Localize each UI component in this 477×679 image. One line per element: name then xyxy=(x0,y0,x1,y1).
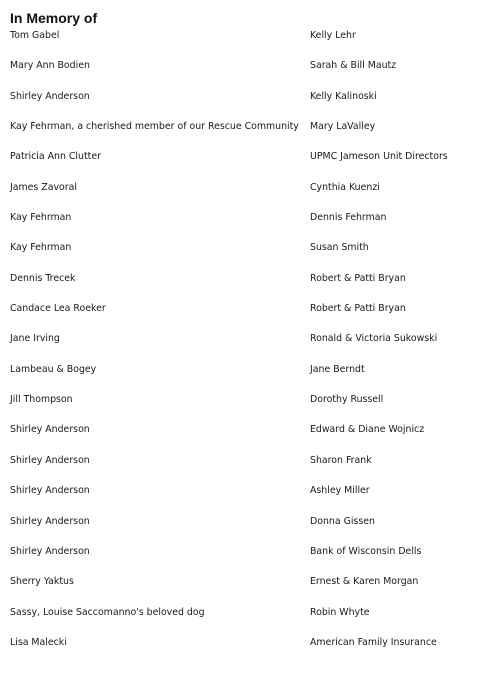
donor-name: Ernest & Karen Morgan xyxy=(310,576,419,588)
honoree-name: Shirley Anderson xyxy=(10,424,90,436)
honoree-name: Jane Irving xyxy=(10,333,60,345)
donor-name: Mary LaValley xyxy=(310,121,376,133)
honoree-name: Shirley Anderson xyxy=(10,545,90,557)
memorial-row xyxy=(10,606,470,636)
memorial-row xyxy=(10,211,470,241)
memorial-row xyxy=(10,363,470,393)
honoree-name: Kay Fehrman xyxy=(10,242,72,254)
honoree-name: Candace Lea Roeker xyxy=(10,303,106,315)
memorial-row xyxy=(10,90,470,120)
donor-name: Sarah & Bill Mautz xyxy=(310,60,397,72)
honoree-name: Sassy, Louise Saccomanno's beloved dog xyxy=(10,606,205,618)
memorial-row xyxy=(10,150,470,180)
donor-name: Dennis Fehrman xyxy=(310,212,387,224)
memorial-row xyxy=(10,393,470,423)
memorial-row xyxy=(10,29,470,59)
memorial-row xyxy=(10,332,470,362)
donor-name: Edward & Diane Wojnicz xyxy=(310,424,425,436)
memorial-table xyxy=(10,29,470,666)
honoree-name: Tom Gabel xyxy=(10,30,60,41)
memorial-row xyxy=(10,181,470,211)
donor-name: Kelly Kalinoski xyxy=(310,90,377,102)
honoree-name: Shirley Anderson xyxy=(10,90,90,102)
donor-name: American Family Insurance xyxy=(310,636,437,648)
donor-name: UPMC Jameson Unit Directors xyxy=(310,151,448,163)
honoree-name: Jill Thompson xyxy=(10,394,73,406)
memorial-row xyxy=(10,241,470,271)
honoree-name: James Zavoral xyxy=(10,181,77,193)
honoree-name: Kay Fehrman, a cherished member of our Rescue Community xyxy=(10,121,299,133)
memorial-row xyxy=(10,59,470,89)
donor-name: Ashley Miller xyxy=(310,485,370,497)
donor-name: Susan Smith xyxy=(310,242,369,254)
honoree-name: Shirley Anderson xyxy=(10,485,90,497)
donor-name: Cynthia Kuenzi xyxy=(310,181,380,193)
honoree-name: Mary Ann Bodien xyxy=(10,60,90,72)
memorial-row xyxy=(10,545,470,575)
donor-name: Robert & Patti Bryan xyxy=(310,272,406,284)
donor-name: Bank of Wisconsin Dells xyxy=(310,545,422,557)
memorial-row xyxy=(10,423,470,453)
memorial-row xyxy=(10,636,470,666)
honoree-name: Patricia Ann Clutter xyxy=(10,151,101,163)
page-heading: In Memory of xyxy=(10,10,98,26)
memorial-row xyxy=(10,515,470,545)
donor-name: Kelly Lehr xyxy=(310,30,356,41)
memorial-row xyxy=(10,120,470,150)
honoree-name: Shirley Anderson xyxy=(10,454,90,466)
memorial-row xyxy=(10,302,470,332)
donor-name: Robert & Patti Bryan xyxy=(310,303,406,315)
donor-name: Ronald & Victoria Sukowski xyxy=(310,333,438,345)
memorial-row xyxy=(10,575,470,605)
honoree-name: Lisa Malecki xyxy=(10,636,67,648)
honoree-name: Dennis Trecek xyxy=(10,272,76,284)
honoree-name: Lambeau & Bogey xyxy=(10,363,97,375)
donor-name: Jane Berndt xyxy=(310,363,365,375)
donor-name: Donna Gissen xyxy=(310,515,375,527)
honoree-name: Sherry Yaktus xyxy=(10,576,74,588)
donor-name: Robin Whyte xyxy=(310,606,370,618)
honoree-name: Shirley Anderson xyxy=(10,515,90,527)
memorial-row xyxy=(10,272,470,302)
donor-name: Dorothy Russell xyxy=(310,394,384,406)
donor-name: Sharon Frank xyxy=(310,454,372,466)
memorial-row xyxy=(10,454,470,484)
memorial-row xyxy=(10,484,470,514)
honoree-name: Kay Fehrman xyxy=(10,212,72,224)
